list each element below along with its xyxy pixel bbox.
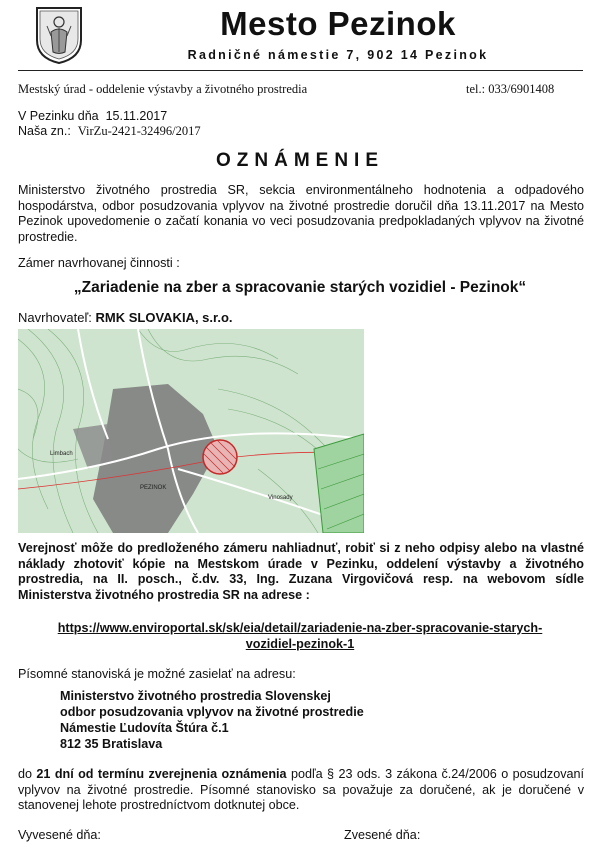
deadline-bold: 21 dní od termínu zverejnenia oznámenia: [36, 767, 287, 781]
date-label: V Pezinku dňa: [18, 109, 99, 123]
recipient-line-4: 812 35 Bratislava: [60, 737, 163, 751]
recipient-line-3: Námestie Ľudovíta Štúra č.1: [60, 721, 229, 735]
city-address: Radničné námestie 7, 902 14 Pezinok: [187, 48, 489, 62]
recipient-line-2: odbor posudzovania vplyvov na životné prostredie: [60, 705, 364, 719]
removed-date-label: Zvesené dňa:: [344, 828, 421, 842]
proposer-line: [18, 310, 233, 325]
office-phone: tel.: 033/6901408: [466, 82, 555, 96]
url-line-2[interactable]: vozidiel-pezinok-1: [245, 636, 355, 651]
date-line: [18, 109, 167, 123]
reference-label: Naša zn.:: [18, 124, 71, 138]
city-title: Mesto Pezinok: [220, 5, 456, 42]
deadline-pre: do: [18, 767, 33, 781]
deadline-post: podľa § 23 ods. 3 zákona č.24/2006 o posudzovaní vplyvov na životné prostredie. Písomné stanovisko sa považuje za doručené, ak je doručené v stanovenej lehote prostredníctvom dotknutej obce.: [18, 767, 585, 812]
city-crest-icon: [35, 6, 83, 64]
intent-label: Zámer navrhovanej činnosti :: [18, 256, 180, 270]
map-label-pezinok: PEZINOK: [140, 485, 167, 491]
recipient-address: [60, 688, 364, 752]
enviroportal-link[interactable]: [0, 621, 600, 652]
document-title: OZNÁMENIE: [216, 150, 384, 171]
recipient-line-1: Ministerstvo životného prostredia Slovenskej: [60, 689, 331, 703]
access-paragraph: Verejnosť môže do predloženého zámeru nahliadnuť, robiť si z neho odpisy alebo na vlastné náklady zhotoviť kópie na Mestskom úrade v Pezinku, oddelení výstavby a životného prostredia, na II. posch., č.dv. 33, Ing. Zuzana Virgovičová resp. na webovom sídle Ministerstva životného prostredia SR na adrese :: [18, 541, 584, 602]
reference-line: [18, 124, 201, 139]
proposer-label: Navrhovateľ:: [18, 310, 92, 325]
intro-paragraph: Ministerstvo životného prostredia SR, sekcia environmentálneho hodnotenia a odpadového hospodárstva, odbor posudzovania vplyvov na životné prostredie doručil dňa 13.11.2017 na Mesto Pezinok upovedomenie o začatí konania vo veci posudzovania predpokladaných vplyvov na životné prostredie.: [18, 183, 584, 244]
office-department: Mestský úrad - oddelenie výstavby a životného prostredia: [18, 82, 308, 96]
date-value: 15.11.2017: [105, 109, 168, 123]
header-divider: [18, 70, 583, 71]
reference-value: VirZu-2421-32496/2017: [77, 124, 201, 138]
project-name: „Zariadenie na zber a spracovanie starých vozidiel - Pezinok“: [73, 279, 527, 296]
location-map: [18, 329, 364, 533]
posted-date-label: Vyvesené dňa:: [18, 828, 101, 842]
url-line-1[interactable]: https://www.enviroportal.sk/sk/eia/detail/zariadenie-na-zber-spracovanie-starych-: [57, 621, 543, 635]
proposer-name: RMK SLOVAKIA, s.r.o.: [95, 310, 233, 325]
deadline-paragraph: [18, 767, 584, 814]
map-label-limbach: Limbach: [50, 451, 73, 457]
map-label-vinosady: Vinosady: [268, 495, 293, 501]
send-label: Písomné stanoviská je možné zasielať na adresu:: [18, 667, 296, 681]
